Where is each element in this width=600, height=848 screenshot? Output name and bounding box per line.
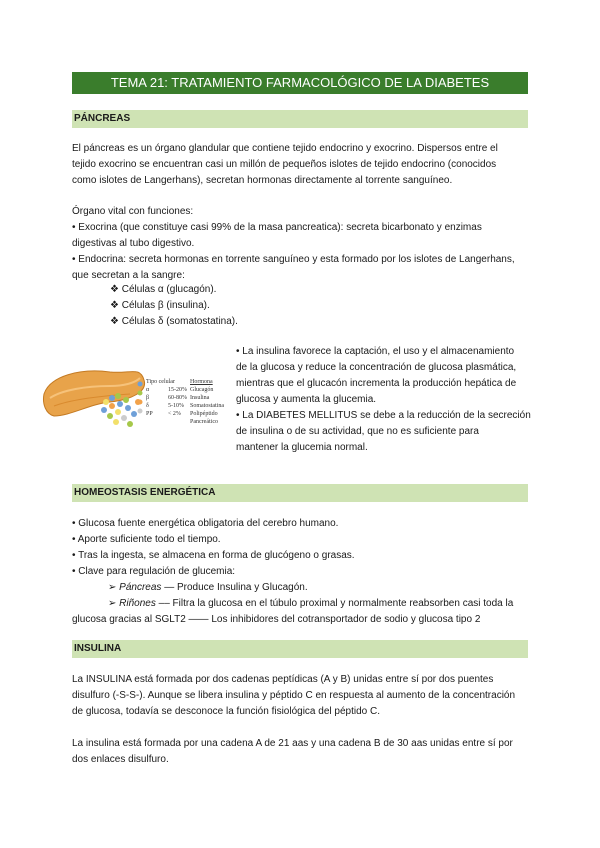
text-line: tejido exocrino se encuentran casi un millón de pequeños islotes de tejido endocrino (conocidos: [72, 159, 497, 170]
text-line: dos enlaces disulfuro.: [72, 754, 169, 765]
list-item: • Aporte suficiente todo el tiempo.: [72, 534, 221, 545]
pancreas-intro: [72, 141, 532, 189]
text-line: La INSULINA está formada por dos cadenas peptídicas (A y B) unidas entre sí por dos puentes: [72, 674, 494, 685]
header-cell: Tipo celular: [146, 379, 175, 385]
arrow-icon: ➢: [108, 598, 120, 609]
text-line: glucosa y aumenta la glucemia.: [236, 394, 377, 405]
text-line: glucosa gracias al SGLT2 —— Los inhibidores del cotransportador de sodio y glucosa tipo 2: [72, 614, 481, 625]
text-line: El páncreas es un órgano glandular que contiene tejido endocrino y exocrino. Dispersos entre el: [72, 143, 498, 154]
section-heading-insulina: INSULINA: [72, 640, 528, 658]
text-line: • Endocrina: secreta hormonas en torrente sanguíneo y esta formado por los islotes de Langerhans,: [72, 254, 515, 265]
page-title: TEMA 21: TRATAMIENTO FARMACOLÓGICO DE LA DIABETES: [72, 72, 528, 94]
text-line: La insulina está formada por una cadena A de 21 aas y una cadena B de 30 aas unidas entre sí por: [72, 738, 513, 749]
homeostasis-list: [72, 516, 532, 628]
table-row: α 15-20% Glucagón: [146, 387, 214, 393]
table-row: δ 5-10% Somatostatina: [146, 403, 224, 409]
text-line: mantener la glucemia normal.: [236, 442, 368, 453]
cell-list: [110, 282, 238, 330]
list-item: ❖ Células β (insulina).: [110, 300, 210, 311]
text-line: • La insulina favorece la captación, el uso y el almacenamiento: [236, 346, 515, 357]
list-item: ➢ Riñones –– Filtra la glucosa en el túbulo proximal y normalmente reabsorben casi toda la: [108, 598, 514, 609]
list-item: • Clave para regulación de glucemia:: [72, 566, 236, 577]
cell-type-table: [146, 378, 230, 426]
header-cell: Hormona: [190, 379, 213, 385]
insulina-para-1: [72, 672, 532, 720]
text-line: Órgano vital con funciones:: [72, 206, 194, 217]
table-row: PP < 2% Polipéptido Pancreático: [146, 411, 218, 425]
text-line: de insulina o de su actividad, que no es suficiente para: [236, 426, 479, 437]
text-line: mientras que el glucacón incrementa la producción hepática de: [236, 378, 517, 389]
list-item: ❖ Células δ (somatostatina).: [110, 316, 238, 327]
table-header: [146, 378, 230, 386]
list-item: • Tras la ingesta, se almacena en forma de glucógeno o grasas.: [72, 550, 355, 561]
list-item: ❖ Células α (glucagón).: [110, 284, 217, 295]
pancreas-functions: [72, 204, 532, 284]
list-item: • Glucosa fuente energética obligatoria del cerebro humano.: [72, 518, 339, 529]
table-row: β 60-80% Insulina: [146, 395, 210, 401]
text-line: como islotes de Langerhans), secretan hormonas directamente al torrente sanguíneo.: [72, 175, 453, 186]
text-line: que secretan a la sangre:: [72, 270, 185, 281]
arrow-icon: ➢: [108, 582, 120, 593]
text-line: digestivas al tubo digestivo.: [72, 238, 195, 249]
list-item: ➢ Páncreas — Produce Insulina y Glucagón.: [108, 582, 308, 593]
insulina-para-2: [72, 736, 532, 768]
text-line: • La DIABETES MELLITUS se debe a la reducción de la secreción: [236, 410, 531, 421]
text-line: disulfuro (-S-S-). Aunque se libera insulina y péptido C en respuesta al aumento de la concentración: [72, 690, 516, 701]
section-heading-pancreas: PÁNCREAS: [72, 110, 528, 128]
text-line: de glucosa, todavía se desconoce la función fisiológica del péptido C.: [72, 706, 380, 717]
section-heading-homeostasis: HOMEOSTASIS ENERGÉTICA: [72, 484, 528, 502]
text-line: • Exocrina (que constituye casi 99% de la masa pancreatica): secreta bicarbonato y enzimas: [72, 222, 482, 233]
text-line: de la glucosa y reduce la concentración de glucosa plasmática,: [236, 362, 517, 373]
insulin-summary: [236, 344, 532, 456]
